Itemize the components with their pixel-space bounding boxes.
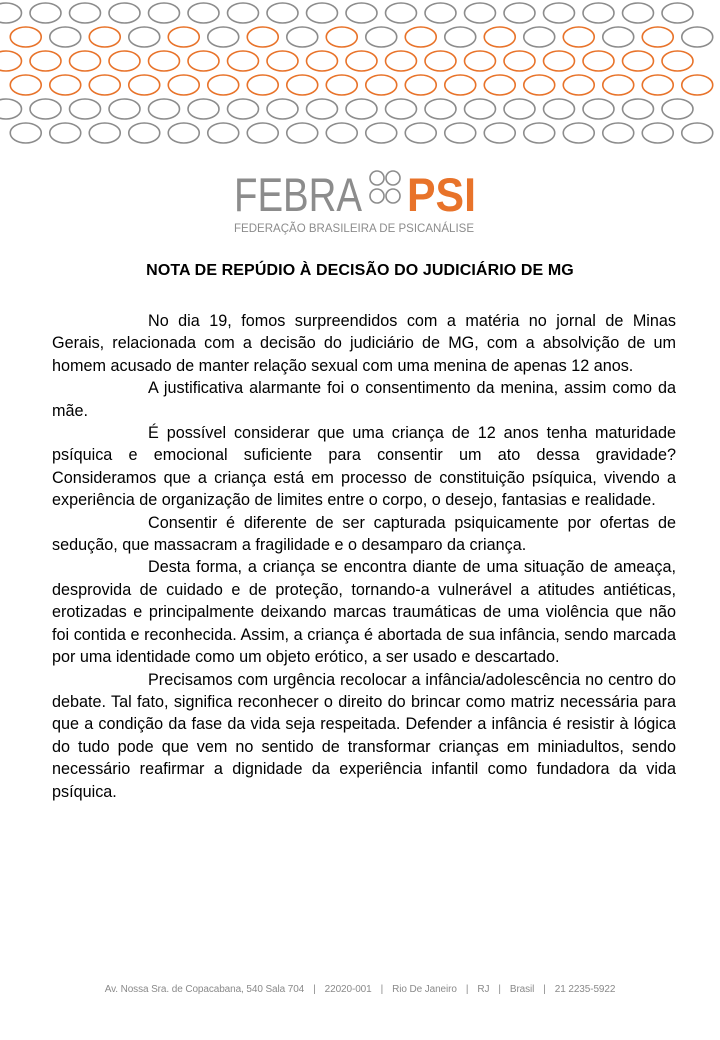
decorative-circle — [188, 3, 219, 23]
logo-word-febra: FEBRA — [234, 168, 363, 221]
decorative-circle — [623, 3, 654, 23]
decorative-circle — [267, 51, 298, 71]
decorative-circle — [50, 123, 81, 143]
footer-city: Rio De Janeiro — [392, 984, 457, 995]
decorative-circle — [524, 75, 555, 95]
decorative-circle — [10, 123, 41, 143]
decorative-circle — [405, 123, 436, 143]
decorative-circle — [70, 51, 101, 71]
decorative-circle — [287, 27, 318, 47]
decorative-circle — [445, 27, 476, 47]
decorative-circle — [208, 123, 239, 143]
decorative-circle — [346, 99, 377, 119]
footer-country: Brasil — [509, 984, 535, 995]
decorative-circle — [642, 27, 673, 47]
decorative-circle — [188, 51, 219, 71]
decorative-circle — [346, 3, 377, 23]
footer-address: Av. Nossa Sra. de Copacabana, 540 Sala 704 — [104, 984, 305, 995]
decorative-circle — [484, 75, 515, 95]
decorative-circle — [366, 123, 397, 143]
decorative-circle — [168, 123, 199, 143]
decorative-circle — [603, 27, 634, 47]
decorative-circle — [149, 3, 180, 23]
decorative-circle — [405, 27, 436, 47]
decorative-circle — [504, 99, 535, 119]
decorative-circle — [89, 123, 120, 143]
decorative-circle — [386, 51, 417, 71]
paragraph: Consentir é diferente de ser capturada psiquicamente por ofertas de sedução, que massacram a fragilidade e o desamparo da criança. — [52, 513, 676, 555]
decorative-circle — [287, 75, 318, 95]
decorative-circle — [208, 27, 239, 47]
decorative-circle — [366, 27, 397, 47]
footer-state: RJ — [477, 984, 490, 995]
footer-contact — [0, 984, 720, 995]
decorative-circle — [0, 51, 22, 71]
decorative-circle — [682, 123, 713, 143]
decorative-circle — [603, 123, 634, 143]
decorative-circle — [603, 75, 634, 95]
decorative-circle — [0, 3, 22, 23]
decorative-circle — [168, 75, 199, 95]
decorative-circle — [623, 51, 654, 71]
decorative-circle — [445, 75, 476, 95]
decorative-circle — [307, 99, 338, 119]
decorative-circle — [544, 51, 575, 71]
decorative-circle — [307, 51, 338, 71]
decorative-circle — [129, 27, 160, 47]
logo-word-psi: PSI — [407, 168, 476, 221]
decorative-circle — [682, 75, 713, 95]
decorative-circle — [425, 99, 456, 119]
decorative-circle — [0, 99, 22, 119]
decorative-circle — [346, 51, 377, 71]
decorative-circle — [228, 99, 259, 119]
footer-separator: | — [380, 984, 384, 995]
decorative-circle — [168, 27, 199, 47]
decorative-circle — [583, 51, 614, 71]
decorative-circle — [504, 51, 535, 71]
decorative-circle — [70, 99, 101, 119]
decorative-circle — [70, 3, 101, 23]
document-body — [52, 310, 676, 803]
paragraph: Precisamos com urgência recolocar a infância/adolescência no centro do debate. Tal fato, significa reconhecer o direito do brincar como matriz necessária para que a condição da fase da vida seja respeitada. Defender a infância é resistir à lógica do tudo pode que vem no sentido de transformar crianças em miniadultos, sendo necessário reafirmar a dignidade da experiência infantil como fundadora da vida psíquica. — [52, 670, 676, 801]
decorative-circle — [109, 51, 140, 71]
decorative-circle — [662, 3, 693, 23]
decorative-circle — [465, 51, 496, 71]
decorative-circle — [563, 75, 594, 95]
circle-pattern — [0, 0, 720, 155]
decorative-circle — [425, 3, 456, 23]
footer-separator: | — [498, 984, 501, 995]
decorative-circle — [484, 27, 515, 47]
decorative-circle — [326, 75, 357, 95]
paragraph: A justificativa alarmante foi o consentimento da menina, assim como da mãe. — [52, 379, 676, 420]
decorative-circle — [484, 123, 515, 143]
decorative-circle — [267, 99, 298, 119]
decorative-circle — [149, 51, 180, 71]
decorative-circle — [662, 99, 693, 119]
decorative-circle — [50, 75, 81, 95]
decorative-circle — [129, 123, 160, 143]
decorative-circle — [247, 27, 278, 47]
decorative-circle — [109, 3, 140, 23]
footer-separator: | — [465, 984, 469, 995]
footer-phone: 21 2235-5922 — [554, 984, 616, 995]
decorative-circle — [524, 27, 555, 47]
decorative-circle — [623, 99, 654, 119]
decorative-circle — [228, 3, 259, 23]
decorative-circle — [445, 123, 476, 143]
decorative-circle — [682, 27, 713, 47]
decorative-circle — [149, 99, 180, 119]
footer-separator: | — [313, 984, 316, 995]
paragraph: É possível considerar que uma criança de 12 anos tenha maturidade psíquica e emocional suficiente para consentir um ato dessa gravidade? Consideramos que a criança está em processo de constituição psíquica, vivendo a experiência de organização de limites entre o corpo, o desejo, fantasias e realidade. — [52, 424, 676, 510]
decorative-circle — [30, 99, 61, 119]
paragraph: No dia 19, fomos surpreendidos com a matéria no jornal de Minas Gerais, relacionada com a decisão do judiciário de MG, com a absolvição de um homem acusado de manter relação sexual com uma menina de apenas 12 anos. — [52, 312, 676, 375]
decorative-circle — [109, 99, 140, 119]
decorative-circle — [50, 27, 81, 47]
decorative-circle — [208, 75, 239, 95]
footer-cep: 22020-001 — [324, 984, 372, 995]
decorative-circle — [642, 123, 673, 143]
decorative-circle — [642, 75, 673, 95]
decorative-circle — [267, 3, 298, 23]
decorative-circle — [30, 3, 61, 23]
decorative-circle — [366, 75, 397, 95]
decorative-circle — [188, 99, 219, 119]
decorative-circle — [583, 3, 614, 23]
decorative-circle — [544, 99, 575, 119]
decorative-circle — [10, 27, 41, 47]
decorative-circle — [10, 75, 41, 95]
decorative-circle — [425, 51, 456, 71]
decorative-circle — [287, 123, 318, 143]
decorative-circle — [563, 123, 594, 143]
decorative-circle — [465, 99, 496, 119]
decorative-circle — [326, 123, 357, 143]
decorative-circle — [247, 123, 278, 143]
decorative-circle — [583, 99, 614, 119]
decorative-circle — [465, 3, 496, 23]
decorative-circle — [544, 3, 575, 23]
decorative-circle — [662, 51, 693, 71]
decorative-circle — [386, 3, 417, 23]
footer-separator: | — [543, 984, 546, 995]
paragraph: Desta forma, a criança se encontra diante de uma situação de ameaça, desprovida de cuidado e de proteção, tornando-a vulnerável a atitudes antiéticas, erotizadas e principalmente deixando marcas traumáticas de uma violência que não foi contida e reconhecida. Assim, a criança é abortada de sua infância, sendo marcada por uma identidade como um objeto erótico, a ser usado e descartado. — [52, 558, 676, 667]
logo-tagline: FEDERAÇÃO BRASILEIRA DE PSICANÁLISE — [234, 221, 485, 235]
decorative-circle — [524, 123, 555, 143]
decorative-circle — [228, 51, 259, 71]
decorative-circle — [30, 51, 61, 71]
febrapsi-logo — [222, 165, 492, 240]
logo-circles-icon — [370, 171, 400, 203]
decorative-circle — [247, 75, 278, 95]
decorative-circle — [504, 3, 535, 23]
decorative-circle — [89, 75, 120, 95]
decorative-circle — [386, 99, 417, 119]
decorative-circle — [405, 75, 436, 95]
decorative-circle — [89, 27, 120, 47]
decorative-circle — [129, 75, 160, 95]
decorative-circle — [563, 27, 594, 47]
decorative-circle — [326, 27, 357, 47]
document-title: NOTA DE REPÚDIO À DECISÃO DO JUDICIÁRIO DE MG — [146, 262, 574, 279]
decorative-circle — [307, 3, 338, 23]
